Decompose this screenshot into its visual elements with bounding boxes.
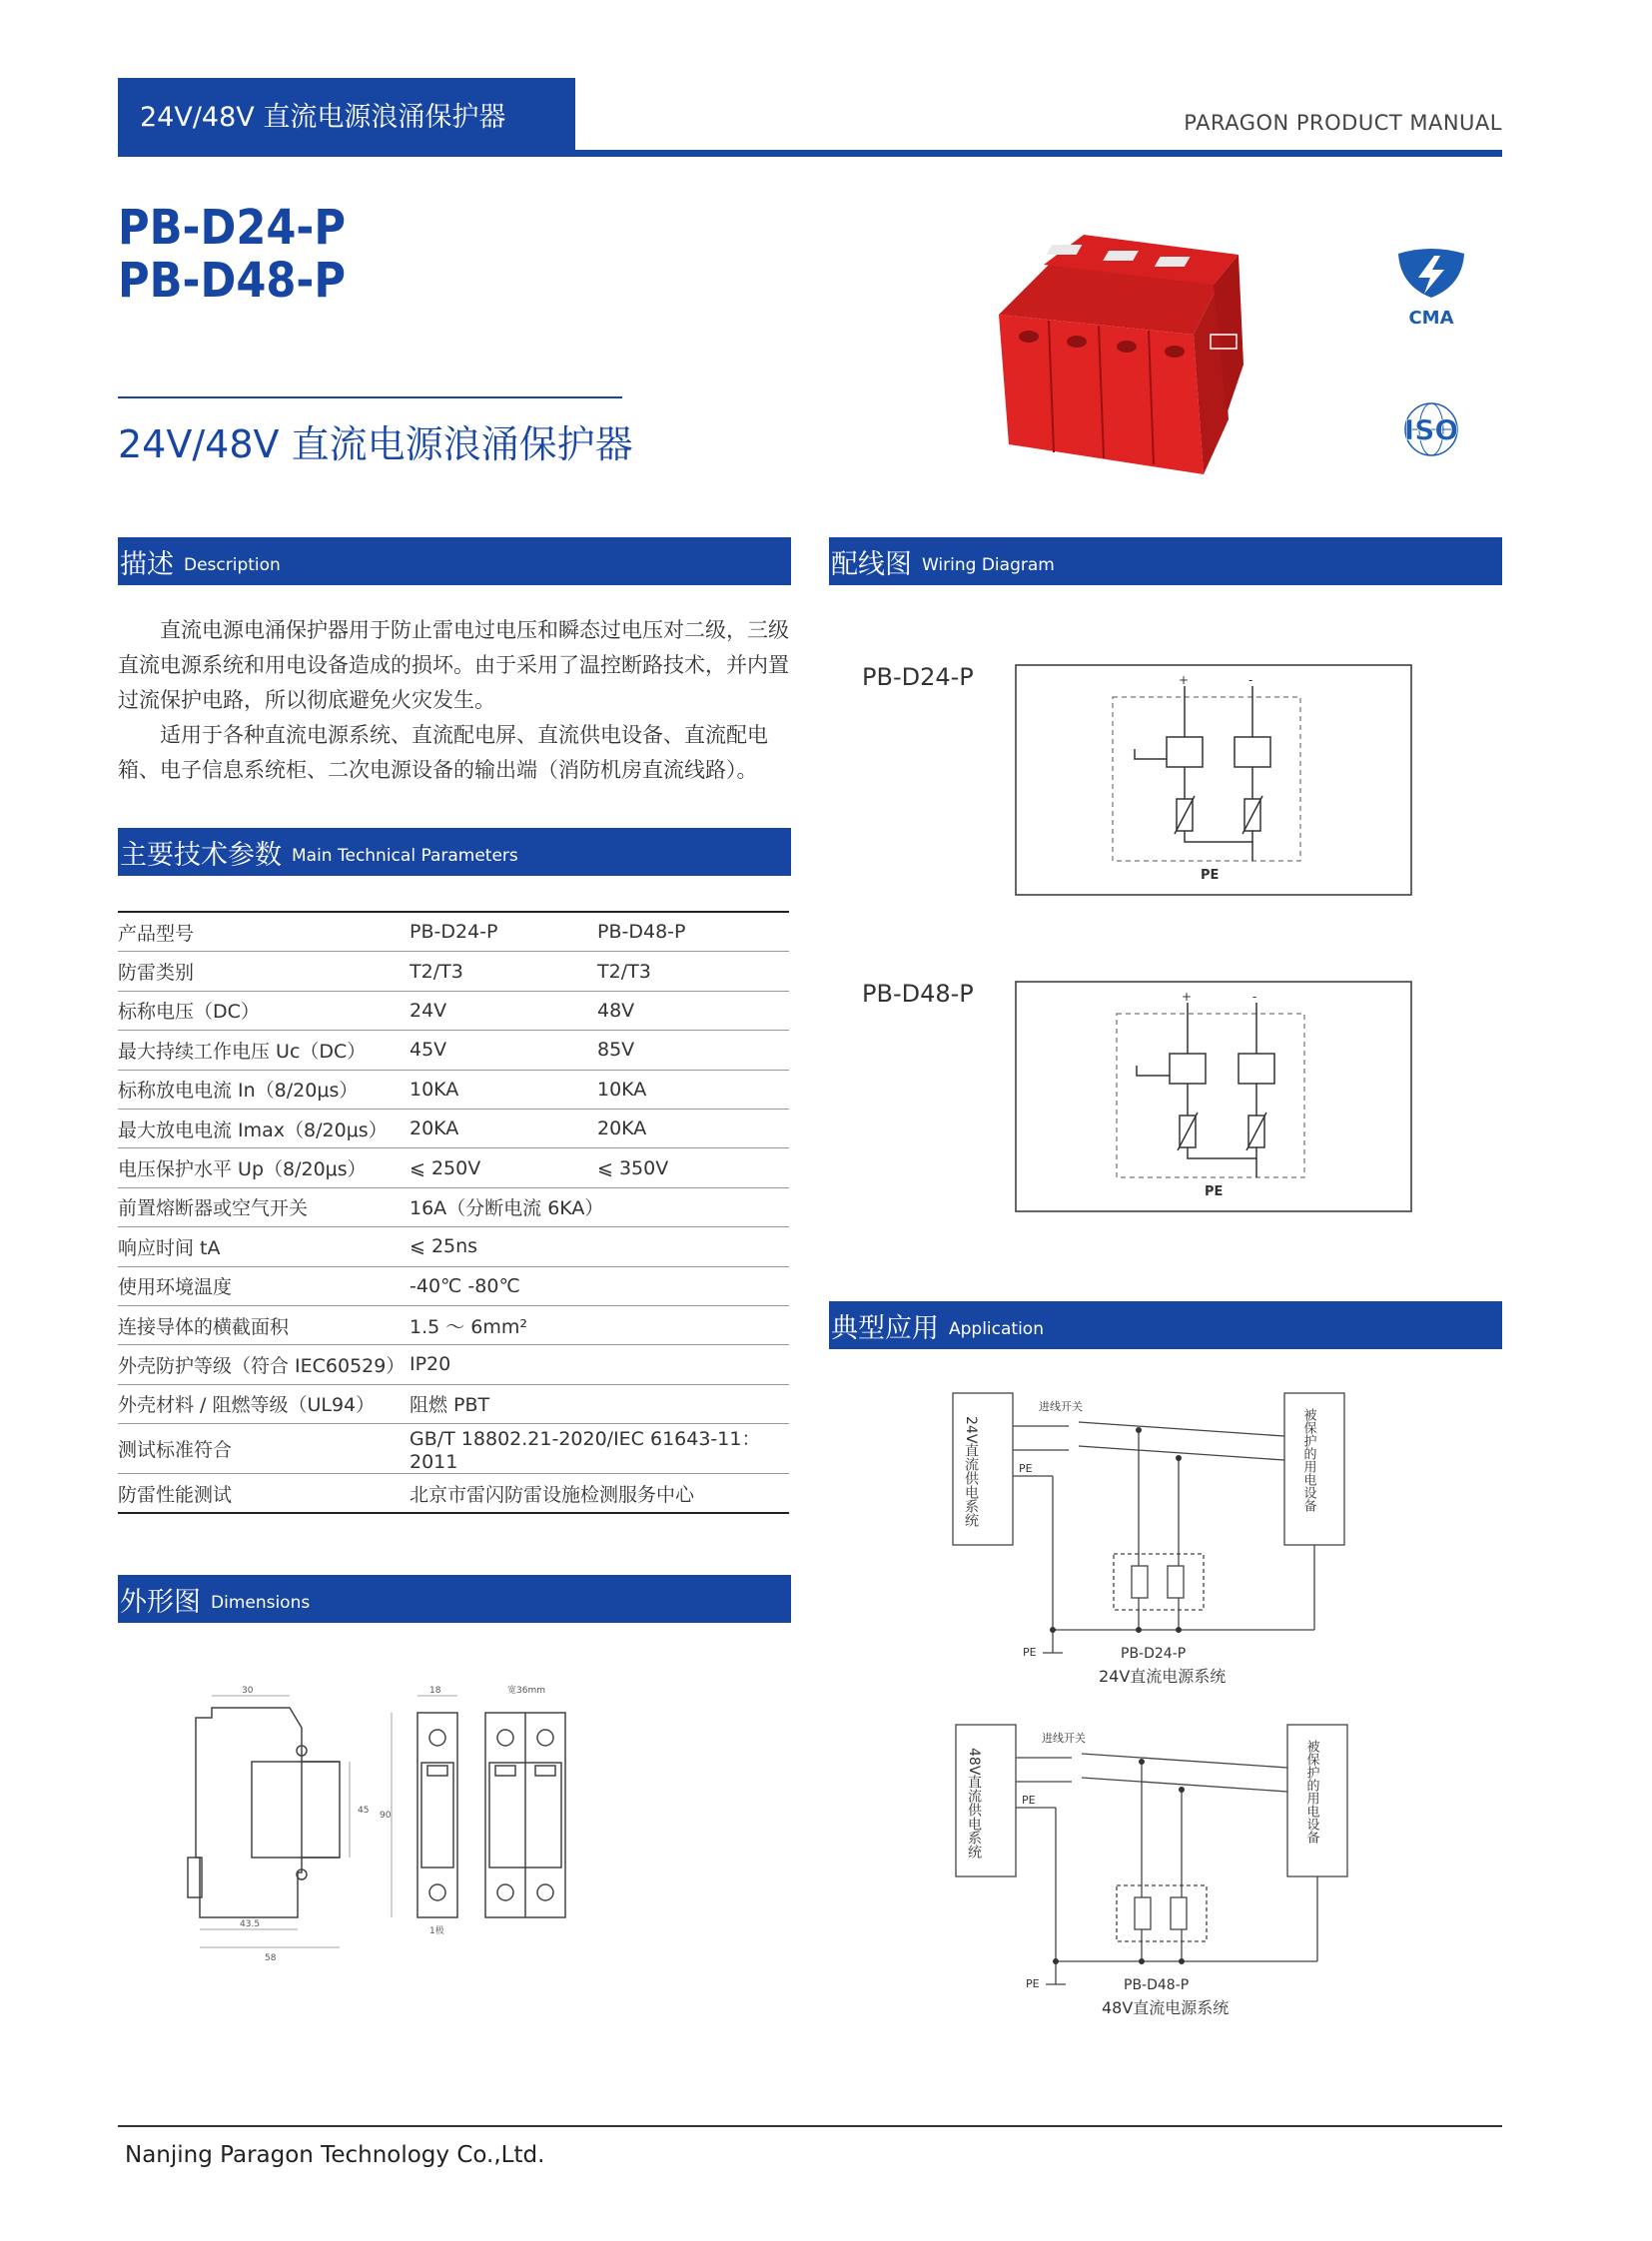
app-d24-supply: 24V直流供电系统 <box>963 1416 979 1528</box>
param-value-d48: 20KA <box>597 1109 789 1147</box>
wiring-d48-minus: - <box>1252 990 1257 1004</box>
dimension-drawing <box>180 1678 599 1967</box>
section-application-cn: 典型应用 <box>831 1312 939 1344</box>
param-value-d48: 85V <box>597 1031 789 1070</box>
param-value-d24: 20KA <box>410 1109 597 1147</box>
section-wiring-cn: 配线图 <box>831 548 912 580</box>
param-name: 外壳防护等级（符合 IEC60529） <box>118 1345 410 1384</box>
dim-45: 45 <box>358 1806 370 1816</box>
param-value-shared: ⩽ 25ns <box>410 1227 789 1266</box>
description-paragraph-2: 适用于各种直流电源系统、直流配电屏、直流供电设备、直流配电箱、电子信息系统柜、二次电源设备的输出端（消防机房直流线路）。 <box>118 723 768 782</box>
product-image <box>989 225 1308 494</box>
param-name: 防雷类别 <box>118 952 410 991</box>
footer-company: Nanjing Paragon Technology Co.,Ltd. <box>125 2142 545 2168</box>
model-name-1: PB-D24-P <box>118 200 346 256</box>
param-value-d24: 24V <box>410 991 597 1030</box>
table-row <box>118 1424 789 1474</box>
table-row <box>118 1266 789 1305</box>
param-value-shared: 北京市雷闪防雷设施检测服务中心 <box>410 1474 789 1514</box>
wiring-diagram-d24 <box>1015 664 1412 896</box>
table-row <box>118 1474 789 1514</box>
param-name: 标称电压（DC） <box>118 991 410 1030</box>
section-dimensions-en: Dimensions <box>211 1593 311 1613</box>
table-row <box>118 1187 789 1226</box>
param-value-d48: ⩽ 350V <box>597 1148 789 1187</box>
param-name: 响应时间 tA <box>118 1227 410 1266</box>
app-d24-pe-line: PE <box>1019 1462 1033 1475</box>
wiring-d24-pe: PE <box>1201 868 1220 883</box>
param-name: 电压保护水平 Up（8/20μs） <box>118 1148 410 1187</box>
cma-logo-text: CMA <box>1408 308 1454 329</box>
section-wiring-header <box>829 537 1502 585</box>
table-row <box>118 1148 789 1187</box>
table-row <box>118 1345 789 1384</box>
table-row <box>118 1305 789 1344</box>
app-d24-model: PB-D24-P <box>1121 1646 1187 1662</box>
dim-58: 58 <box>265 1953 277 1963</box>
wiring-d48-plus: + <box>1182 990 1193 1004</box>
section-parameters-header <box>118 828 791 876</box>
wiring-diagram-d48 <box>1015 981 1412 1212</box>
param-name: 防雷性能测试 <box>118 1474 410 1514</box>
header-tab-title: 24V/48V 直流电源浪涌保护器 <box>140 102 506 133</box>
app-d48-system: 48V直流电源系统 <box>1102 1998 1230 2017</box>
param-name: 产品型号 <box>118 912 410 952</box>
table-row <box>118 991 789 1030</box>
section-description-cn: 描述 <box>120 548 174 580</box>
param-value-shared: GB/T 18802.21-2020/IEC 61643-11：2011 <box>410 1424 789 1474</box>
app-d48-switch: 进线开关 <box>1042 1732 1086 1745</box>
page-subtitle: 24V/48V 直流电源浪涌保护器 <box>118 422 633 466</box>
param-value-d24: PB-D24-P <box>410 912 597 952</box>
section-dimensions-header <box>118 1575 791 1623</box>
description-text <box>118 613 797 788</box>
footer-rule <box>118 2125 1502 2127</box>
app-d48-supply: 48V直流供电系统 <box>966 1748 982 1860</box>
table-row <box>118 1227 789 1266</box>
param-name: 前置熔断器或空气开关 <box>118 1187 410 1226</box>
wiring-d48-pe: PE <box>1205 1184 1224 1199</box>
param-value-shared: 16A（分断电流 6KA） <box>410 1187 789 1226</box>
table-row <box>118 952 789 991</box>
param-value-d24: 45V <box>410 1031 597 1070</box>
wiring-label-d48: PB-D48-P <box>862 980 974 1008</box>
param-name: 最大放电电流 Imax（8/20μs） <box>118 1109 410 1147</box>
app-d48-pe-line: PE <box>1022 1794 1036 1807</box>
dim-30: 30 <box>242 1686 254 1696</box>
dim-43-5: 43.5 <box>240 1919 261 1929</box>
table-row <box>118 1109 789 1147</box>
subtitle-rule <box>118 396 622 398</box>
dim-module: 1极 <box>429 1926 444 1936</box>
param-value-shared: IP20 <box>410 1345 789 1384</box>
table-row <box>118 1031 789 1070</box>
application-diagram-d24 <box>949 1388 1358 1698</box>
description-paragraph-1: 直流电源电涌保护器用于防止雷电过电压和瞬态过电压对二级，三级直流电源系统和用电设备造成的损坏。由于采用了温控断路技术，并内置过流保护电路，所以彻底避免火灾发生。 <box>118 618 789 712</box>
section-dimensions-cn: 外形图 <box>120 1586 201 1618</box>
param-value-d48: 10KA <box>597 1070 789 1109</box>
param-name: 外壳材料 / 阻燃等级（UL94） <box>118 1384 410 1423</box>
model-name-2: PB-D48-P <box>118 253 346 309</box>
param-value-d48: PB-D48-P <box>597 912 789 952</box>
param-value-shared: 1.5 ～ 6mm² <box>410 1305 789 1344</box>
dim-18: 18 <box>429 1686 441 1696</box>
wiring-d24-minus: - <box>1248 673 1253 687</box>
app-d24-load: 被保护的用电设备 <box>1300 1408 1316 1512</box>
param-name: 连接导体的横截面积 <box>118 1305 410 1344</box>
section-parameters-cn: 主要技术参数 <box>120 839 282 871</box>
app-d48-model: PB-D48-P <box>1124 1977 1190 1993</box>
app-d48-pe-ground: PE <box>1026 1977 1040 1990</box>
param-value-shared: -40℃ -80℃ <box>410 1266 789 1305</box>
iso-logo-text: ISO <box>1403 413 1459 446</box>
param-name: 最大持续工作电压 Uc（DC） <box>118 1031 410 1070</box>
section-application-header <box>829 1301 1502 1349</box>
dim-90: 90 <box>380 1811 392 1821</box>
param-value-d24: T2/T3 <box>410 952 597 991</box>
table-row <box>118 1070 789 1109</box>
app-d48-load: 被保护的用电设备 <box>1303 1740 1319 1844</box>
header-rule <box>118 150 1502 157</box>
param-value-d24: ⩽ 250V <box>410 1148 597 1187</box>
param-name: 使用环境温度 <box>118 1266 410 1305</box>
wiring-label-d24: PB-D24-P <box>862 663 974 691</box>
app-d24-switch: 进线开关 <box>1039 1400 1083 1413</box>
section-application-en: Application <box>949 1319 1044 1339</box>
iso-logo <box>1396 401 1466 457</box>
section-description-en: Description <box>184 555 281 575</box>
section-parameters-en: Main Technical Parameters <box>292 846 518 866</box>
param-value-shared: 阻燃 PBT <box>410 1384 789 1423</box>
parameters-table <box>118 911 789 1514</box>
param-name: 测试标准符合 <box>118 1424 410 1474</box>
table-row <box>118 912 789 952</box>
param-value-d48: 48V <box>597 991 789 1030</box>
application-diagram-d48 <box>952 1720 1361 2029</box>
manual-title: PARAGON PRODUCT MANUAL <box>1184 111 1502 135</box>
table-row <box>118 1384 789 1423</box>
app-d24-pe-ground: PE <box>1023 1646 1037 1659</box>
wiring-d24-plus: + <box>1179 673 1190 687</box>
section-description-header <box>118 537 791 585</box>
param-value-d24: 10KA <box>410 1070 597 1109</box>
cma-logo <box>1396 248 1466 330</box>
app-d24-system: 24V直流电源系统 <box>1099 1667 1227 1686</box>
dim-width: 宽36mm <box>507 1686 545 1696</box>
param-name: 标称放电电流 In（8/20μs） <box>118 1070 410 1109</box>
param-value-d48: T2/T3 <box>597 952 789 991</box>
header-tab <box>118 78 575 151</box>
section-wiring-en: Wiring Diagram <box>922 555 1055 575</box>
